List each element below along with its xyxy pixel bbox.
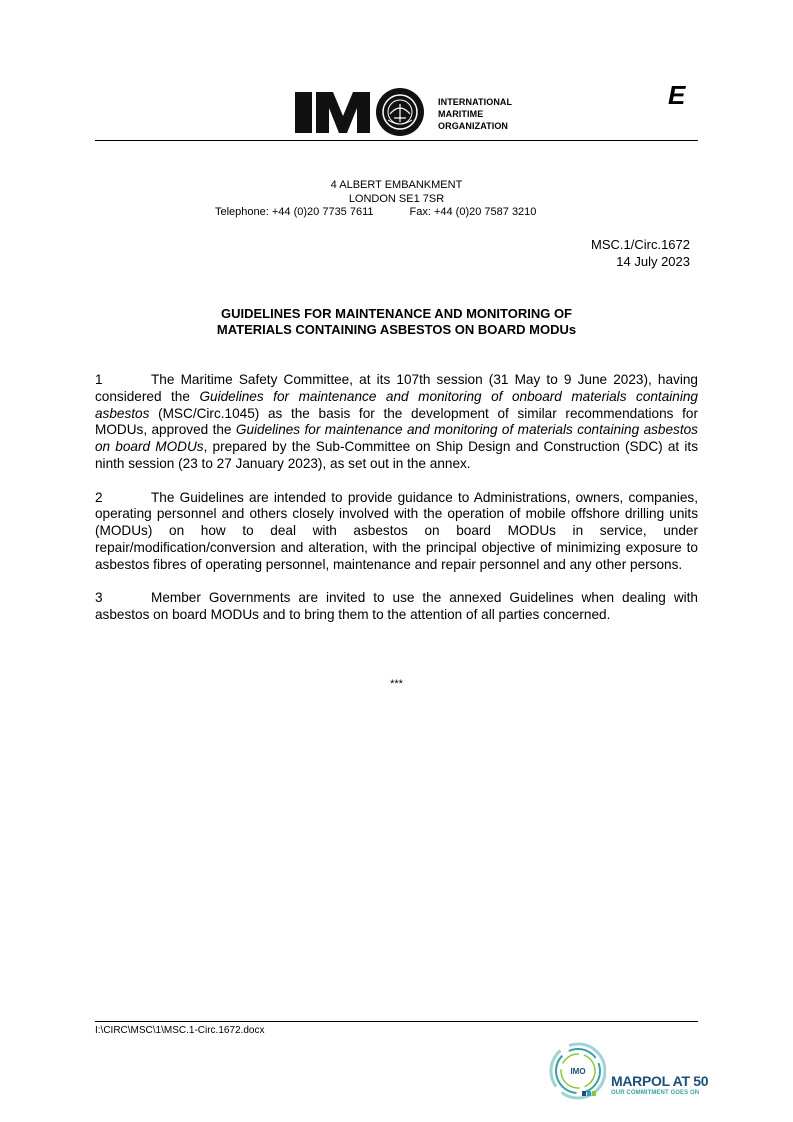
paragraph-text: (MSC/Circ.1045) as the basis for the development of similar recommendations for MODUs, approved the (95, 405, 698, 438)
badge-label: IMO (570, 1067, 586, 1076)
paragraph-text: The Maritime Safety Committee, at its 107th session (31 May to 9 June 2023), having considered the (95, 372, 698, 404)
document-body (95, 372, 698, 641)
marpol-50-emblem (546, 1037, 606, 1107)
imo-logo (295, 88, 427, 136)
org-line-1: INTERNATIONAL (438, 97, 513, 107)
paragraph-2 (95, 490, 698, 574)
fax: Fax: +44 (0)20 7587 3210 (409, 206, 537, 219)
document-reference (591, 237, 690, 270)
paragraph-1 (95, 372, 698, 473)
paragraph-text: , prepared by the Sub-Committee on Ship Design and Construction (SDC) at its ninth session (23 to 27 January 2023), as set out in the annex. (95, 439, 698, 471)
marpol-subtitle: OUR COMMITMENT GOES ON (611, 1090, 700, 1096)
address-line-1: 4 ALBERT EMBANKMENT (330, 179, 463, 191)
paragraph-text: The Guidelines are intended to provide guidance to Administrations, owners, companies, operating personnel and others closely involved with the operation of mobile offshore drilling units (MODUs) on how to deal with asbestos on board MODUs in service, under repair/modification/conversion and alteration, with the principal objective of minimizing exposure to asbestos fibres of operating personnel, maintenance and repair personnel and any other persons. (95, 489, 698, 572)
telephone: Telephone: +44 (0)20 7735 7611 (215, 206, 374, 219)
language-code: E (668, 80, 686, 110)
address-line-2: LONDON SE1 7SR (348, 192, 445, 205)
file-path: I:\CIRC\MSC\1\MSC.1-Circ.1672.docx (95, 1025, 265, 1036)
paragraph-number: 1 (95, 372, 103, 387)
guidelines-citation: Guidelines for maintenance and monitoring of onboard materials containing asbestos (95, 388, 698, 421)
paragraph-number: 2 (95, 489, 103, 505)
circular-code: MSC.1/Circ.1672 (591, 237, 690, 252)
organization-name (438, 96, 512, 132)
title-line-1: GUIDELINES FOR MAINTENANCE AND MONITORING OF (221, 306, 572, 321)
paragraph-3 (95, 590, 698, 624)
title-line-2: MATERIALS CONTAINING ASBESTOS ON BOARD MODUs (216, 322, 577, 337)
contact-line (95, 206, 698, 220)
footer-divider (95, 1021, 698, 1022)
header-divider (95, 140, 698, 141)
paragraph-text: Member Governments are invited to use the annexed Guidelines when dealing with asbestos on board MODUs and to bring them to the attention of all parties concerned. (95, 590, 698, 623)
end-mark: *** (390, 678, 403, 690)
circular-date: 14 July 2023 (616, 253, 690, 269)
marpol-title: MARPOL AT 50 (611, 1073, 709, 1089)
guidelines-citation: Guidelines for maintenance and monitoring of materials containing asbestos on board MODUs (95, 422, 698, 455)
paragraph-number: 3 (95, 590, 103, 606)
document-title (95, 306, 698, 338)
org-line-3: ORGANIZATION (438, 121, 509, 131)
org-line-2: MARITIME (438, 109, 484, 119)
address-block (95, 179, 698, 220)
